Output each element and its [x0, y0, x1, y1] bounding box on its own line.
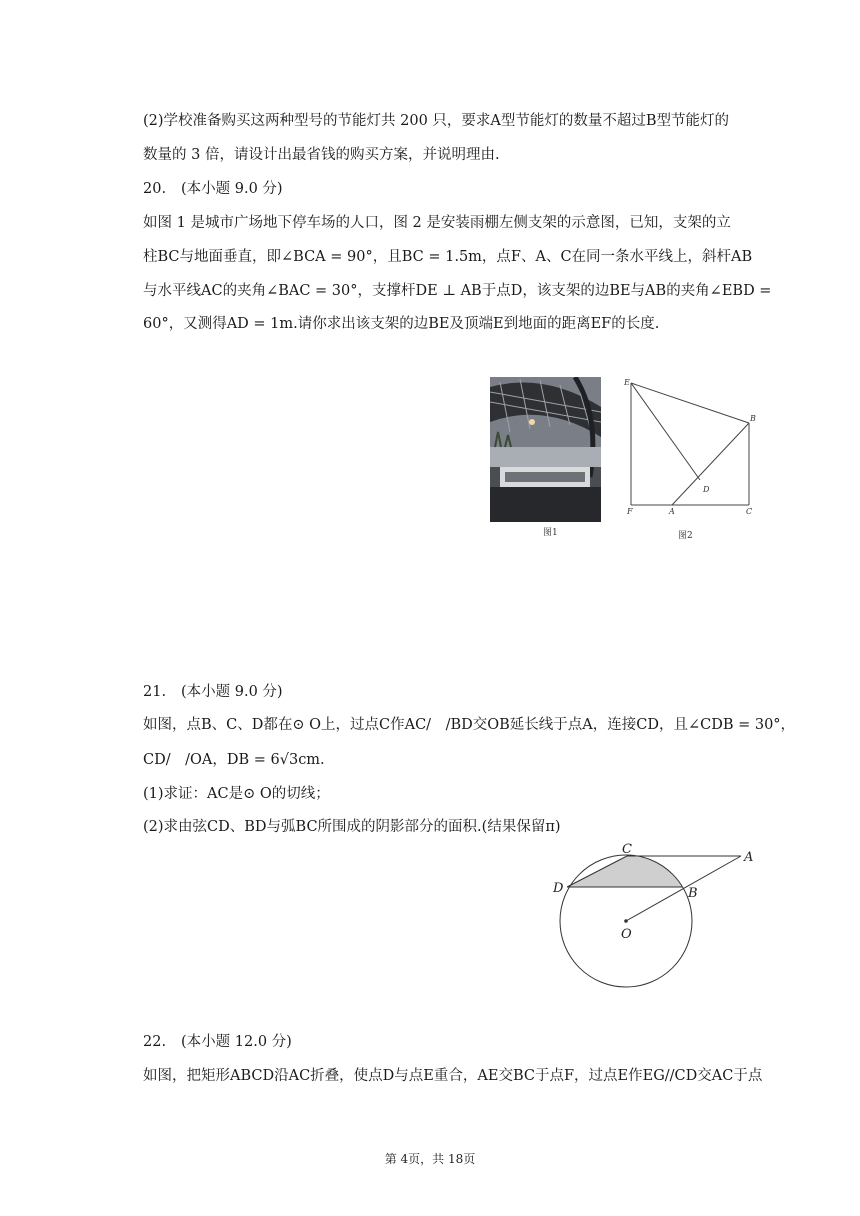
q19-line-1: (2)学校准备购买这两种型号的节能灯共 200 只，要求A型节能灯的数量不超过B型节能灯的	[143, 113, 730, 129]
label-D: D	[703, 485, 710, 494]
label-C: C	[746, 507, 753, 516]
q21-line-1: 如图，点B、C、D都在⊙ O上，过点C作AC/ /BD交OB延长线于点A，连接CD，且∠CDB = 30°，	[143, 717, 796, 733]
q20-number: 20.	[143, 181, 167, 197]
label-A: A	[669, 507, 675, 516]
label-F: F	[627, 507, 633, 516]
q22-header	[143, 1032, 292, 1052]
figure-1-caption: 图1	[543, 528, 558, 538]
label-E: E	[624, 378, 630, 387]
q20-line-3: 与水平线AC的夹角∠BAC = 30°，支撑杆DE ⊥ AB于点D，该支架的边BE与AB的夹角∠EBD =	[143, 283, 772, 299]
label-B: B	[688, 886, 698, 901]
q21-line-2: CD/ /OA，DB = 6√3cm.	[143, 752, 325, 768]
q21-score: (本小题 9.0 分)	[181, 684, 283, 700]
label-O: O	[621, 927, 632, 942]
q21-line-4: (2)求由弦CD、BD与弧BC所围成的阴影部分的面积.(结果保留π)	[143, 819, 561, 835]
q20-header	[143, 179, 283, 199]
page-footer: 第 4页，共 18页	[384, 1152, 476, 1166]
label-B: B	[750, 414, 756, 423]
q22-line-1: 如图，把矩形ABCD沿AC折叠，使点D与点E重合，AE交BC于点F，过点E作EG//CD交AC于点	[143, 1068, 763, 1084]
q21-number: 21.	[143, 684, 167, 700]
circle-diagram	[548, 838, 768, 1008]
q20-score: (本小题 9.0 分)	[181, 181, 283, 197]
figure-2-caption: 图2	[678, 531, 693, 541]
label-D: D	[553, 881, 564, 896]
bracket-diagram	[620, 375, 760, 525]
q20-line-4: 60°，又测得AD = 1m.请你求出该支架的边BE及顶端E到地面的距离EF的长度.	[143, 316, 660, 332]
parking-entrance-photo	[490, 377, 601, 522]
q22-number: 22.	[143, 1034, 167, 1050]
q21-header	[143, 682, 283, 702]
label-C: C	[622, 842, 632, 857]
q19-line-2: 数量的 3 倍，请设计出最省钱的购买方案，并说明理由.	[143, 147, 500, 163]
label-A: A	[744, 850, 754, 865]
q22-score: (本小题 12.0 分)	[181, 1034, 292, 1050]
q20-line-1: 如图 1 是城市广场地下停车场的人口，图 2 是安装雨棚左侧支架的示意图，已知，支架的立	[143, 215, 731, 231]
q21-line-3: (1)求证：AC是⊙ O的切线；	[143, 786, 330, 802]
q20-line-2: 柱BC与地面垂直，即∠BCA = 90°，且BC = 1.5m，点F、A、C在同一条水平线上，斜杆AB	[143, 249, 753, 265]
